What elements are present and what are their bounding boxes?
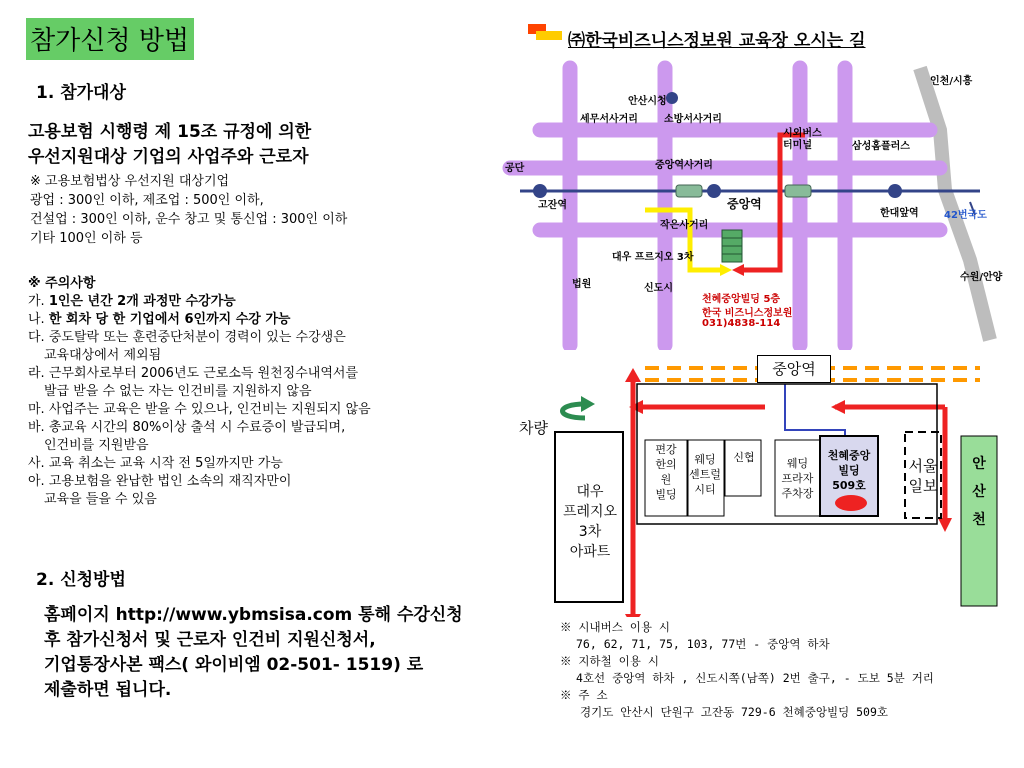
notice-item: 사. 교육 취소는 교육 시작 전 5일까지만 가능 bbox=[28, 456, 283, 471]
map-label: 안산시청 bbox=[628, 96, 667, 107]
map-label: 삼성홈플러스 bbox=[852, 141, 910, 152]
section1-sub bbox=[30, 172, 347, 248]
flag-icon bbox=[528, 24, 564, 44]
notice-item: 라. 근무회사로부터 2006년도 근로소득 원천징수내역서를 bbox=[28, 366, 359, 381]
notice-item: 발급 받을 수 없는 자는 인건비를 지원하지 않음 bbox=[44, 384, 312, 399]
note-line: 4호선 중앙역 하차 , 신도시쪽(남쪽) 2번 출구, - 도보 5분 거리 bbox=[576, 671, 934, 685]
notice-item: 교육을 들을 수 있음 bbox=[44, 492, 157, 507]
note-line: ※ 시내버스 이용 시 bbox=[560, 620, 671, 634]
map-label: 42번국도 bbox=[944, 210, 987, 221]
target-building: 천혜중앙 빌딩 509호 bbox=[827, 449, 871, 492]
map-label: 031)4838-114 bbox=[702, 318, 781, 329]
notice-item: 마. 사업주는 교육은 받을 수 있으나, 인건비는 지원되지 않음 bbox=[28, 402, 371, 417]
sub-line: 광업 : 300인 이하, 제조업 : 500인 이하, bbox=[30, 193, 264, 208]
map-label: 수원/안양 bbox=[960, 272, 1003, 283]
section1-heading: 1. 참가대상 bbox=[36, 83, 126, 103]
station-label: 중앙역 bbox=[757, 355, 831, 383]
notice-item: 가. 1인은 년간 2개 과정만 수강가능 bbox=[28, 294, 236, 309]
section1-main bbox=[28, 120, 311, 170]
map-label: 소방서사거리 bbox=[664, 114, 722, 125]
map-label: 법원 bbox=[572, 279, 592, 290]
notice-heading: ※ 주의사항 bbox=[28, 276, 96, 291]
apply-line: 후 참가신청서 및 근로자 인건비 지원신청서, bbox=[44, 630, 376, 650]
map-label: 터미널 bbox=[783, 140, 812, 151]
sub-line: 건설업 : 300인 이하, 운수 창고 및 통신업 : 300인 이하 bbox=[30, 212, 348, 227]
map-label: 중앙역 bbox=[727, 197, 762, 211]
sub-line: ※ 고용보험법상 우선지원 대상기업 bbox=[30, 174, 230, 189]
building-credit-union: 신협 bbox=[733, 451, 755, 464]
notice-item: 나. 한 회차 당 한 기업에서 6인까지 수강 가능 bbox=[28, 312, 291, 327]
building-wedding-central: 웨딩 센트럴 시티 bbox=[689, 453, 721, 496]
apply-line: 기업통장사본 팩스( 와이비엠 02-501- 1519) 로 bbox=[44, 655, 424, 675]
section2-heading: 2. 신청방법 bbox=[36, 570, 126, 590]
map-label: 중앙역사거리 bbox=[655, 160, 713, 171]
main-line: 고용보험 시행령 제 15조 규정에 의한 bbox=[28, 122, 312, 142]
map-label: 시외버스 bbox=[783, 128, 822, 139]
daewoo-apt: 대우 프레지오 3차 아파트 bbox=[562, 484, 618, 560]
ansan-stream: 안 산 천 bbox=[972, 456, 986, 528]
page-title: 참가신청 방법 bbox=[30, 26, 189, 56]
sub-line: 기타 100인 이하 등 bbox=[30, 231, 143, 246]
car-label: 차량 bbox=[519, 419, 548, 437]
main-line: 우선지원대상 기업의 사업주와 근로자 bbox=[28, 147, 309, 167]
notice-item: 인건비를 지원받음 bbox=[44, 438, 149, 453]
map-label: 천혜중앙빌딩 5층 bbox=[702, 294, 781, 305]
note-line: ※ 지하철 이용 시 bbox=[560, 654, 659, 668]
map-label: 고잔역 bbox=[538, 200, 567, 211]
section2-body bbox=[44, 603, 463, 703]
directions-notes bbox=[560, 619, 934, 721]
building-oriental-clinic: 편강 한의 원 빌딩 bbox=[655, 443, 677, 501]
map-label: 신도시 bbox=[644, 283, 673, 294]
map-label: 한대앞역 bbox=[880, 208, 919, 219]
seoul-ilbo: 서울 일보 bbox=[908, 457, 938, 495]
map-label: 대우 프르지오 3차 bbox=[612, 252, 694, 263]
notice-item: 아. 고용보험을 완납한 법인 소속의 재직자만이 bbox=[28, 474, 292, 489]
notice-item: 교육대상에서 제외됨 bbox=[44, 348, 162, 363]
notice-item: 바. 총교육 시간의 80%이상 출석 시 수료증이 발급되며, bbox=[28, 420, 346, 435]
map-label: 공단 bbox=[505, 163, 525, 174]
apply-line: 제출하면 됩니다. bbox=[44, 680, 172, 700]
note-line: 경기도 안산시 단원구 고잔동 729-6 천혜중앙빌딩 509호 bbox=[580, 705, 888, 719]
map-title: ㈜한국비즈니스정보원 교육장 오시는 길 bbox=[568, 31, 866, 51]
apply-line: 홈페이지 http://www.ybmsisa.com 통해 수강신청 bbox=[44, 605, 463, 625]
notice-item: 다. 중도탈락 또는 훈련중단처분이 경력이 있는 수강생은 bbox=[28, 330, 346, 345]
note-line: 76, 62, 71, 75, 103, 77번 - 중앙역 하차 bbox=[576, 637, 830, 651]
map-label: 세무서사거리 bbox=[580, 114, 638, 125]
map-label: 한국 비즈니스정보원 bbox=[702, 308, 793, 319]
notice-block bbox=[28, 275, 371, 509]
note-line: ※ 주 소 bbox=[560, 688, 608, 702]
map-label: 인천/시흥 bbox=[930, 76, 973, 87]
building-wedding-parking: 웨딩 프라자 주차장 bbox=[781, 457, 814, 500]
map-label: 작은사거리 bbox=[660, 220, 709, 231]
